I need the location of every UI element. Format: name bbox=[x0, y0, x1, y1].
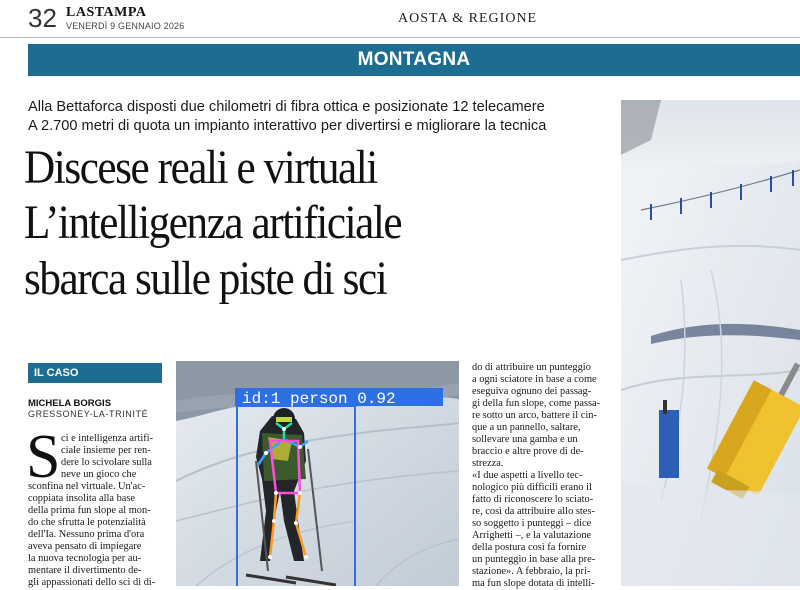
body-line: so soggetto i punteggi – dice bbox=[472, 518, 592, 529]
issue-date: VENERDÌ 9 GENNAIO 2026 bbox=[66, 21, 185, 31]
kicker-line-2: A 2.700 metri di quota un impianto interattivo per divertirsi e migliorare la tecnica bbox=[28, 118, 547, 134]
byline-place: GRESSONEY-LA-TRINITÉ bbox=[28, 409, 149, 419]
body-line: coppiata insolita alla base bbox=[28, 493, 136, 504]
body-line: «I due aspetti a livello tec- bbox=[472, 470, 583, 481]
body-line: aveva pensato di impiegare bbox=[28, 541, 142, 552]
detection-label: id:1 person 0.92 bbox=[242, 390, 396, 408]
body-line: sollevare una gamba e un bbox=[472, 434, 578, 445]
newspaper-masthead: LASTAMPA bbox=[66, 5, 147, 20]
section-name: AOSTA & REGIONE bbox=[398, 11, 538, 26]
body-line: ciale insieme per ren- bbox=[61, 445, 151, 456]
body-line: stazione». A febbraio, la pri- bbox=[472, 566, 591, 577]
column-label: IL CASO bbox=[34, 367, 79, 379]
body-line: re, così da attribuire allo stes- bbox=[472, 506, 595, 517]
body-line: ci e intelligenza artifi- bbox=[61, 433, 154, 444]
header-divider bbox=[0, 37, 800, 38]
body-line: sconfina nel virtuale. Un'ac- bbox=[28, 481, 146, 492]
body-line: gi della fun slope, come passa- bbox=[472, 398, 601, 409]
skier-detection-photo bbox=[176, 361, 459, 586]
body-line: Arrighetti –, e la valutazione bbox=[472, 530, 592, 541]
body-line: do che sfrutta le potenzialità bbox=[28, 517, 146, 528]
body-line: eseguiva ognuno dei passag- bbox=[472, 386, 592, 397]
kicker-line-1: Alla Bettaforca disposti due chilometri di fibra ottica e posizionate 12 telecamere bbox=[28, 99, 545, 115]
body-line: della prima fun slope al mon- bbox=[28, 505, 151, 516]
ski-slope-photo bbox=[621, 100, 800, 586]
headline-line-3: sbarca sulle piste di sci bbox=[24, 252, 387, 305]
body-line: re sotto un arco, battere il cin- bbox=[472, 410, 597, 421]
body-line: gli appassionati dello sci di di- bbox=[28, 577, 156, 588]
headline-line-1: Discese reali e virtuali bbox=[24, 141, 377, 194]
body-line: neve un gioco che bbox=[61, 469, 137, 480]
body-line: fatto di riconoscere lo sciato- bbox=[472, 494, 594, 505]
body-line: la nuova tecnologia per au- bbox=[28, 553, 142, 564]
body-line: nologico più difficili erano il bbox=[472, 482, 592, 493]
body-line: que a un pannello, saltare, bbox=[472, 422, 581, 433]
body-line: un punteggio in base alla pre- bbox=[472, 554, 596, 565]
body-line: della postura così fa fornire bbox=[472, 542, 587, 553]
body-line: ma fun slope dotata di intelli- bbox=[472, 578, 595, 589]
drop-cap: S bbox=[26, 423, 61, 491]
body-line: dere lo scivolare sulla bbox=[61, 457, 152, 468]
headline-line-2: L’intelligenza artificiale bbox=[24, 196, 402, 249]
body-line: braccio e altre prove di de- bbox=[472, 446, 584, 457]
body-line: dell'Ia. Nessuno prima d'ora bbox=[28, 529, 145, 540]
body-line: mentare il divertimento de- bbox=[28, 565, 142, 576]
byline-author: MICHELA BORGIS bbox=[28, 398, 112, 409]
body-line: do di attribuire un punteggio bbox=[472, 362, 591, 373]
body-line: a ogni sciatore in base a come bbox=[472, 374, 597, 385]
page-number: 32 bbox=[28, 3, 57, 33]
category-label: MONTAGNA bbox=[357, 49, 471, 70]
body-line: strezza. bbox=[472, 458, 504, 469]
